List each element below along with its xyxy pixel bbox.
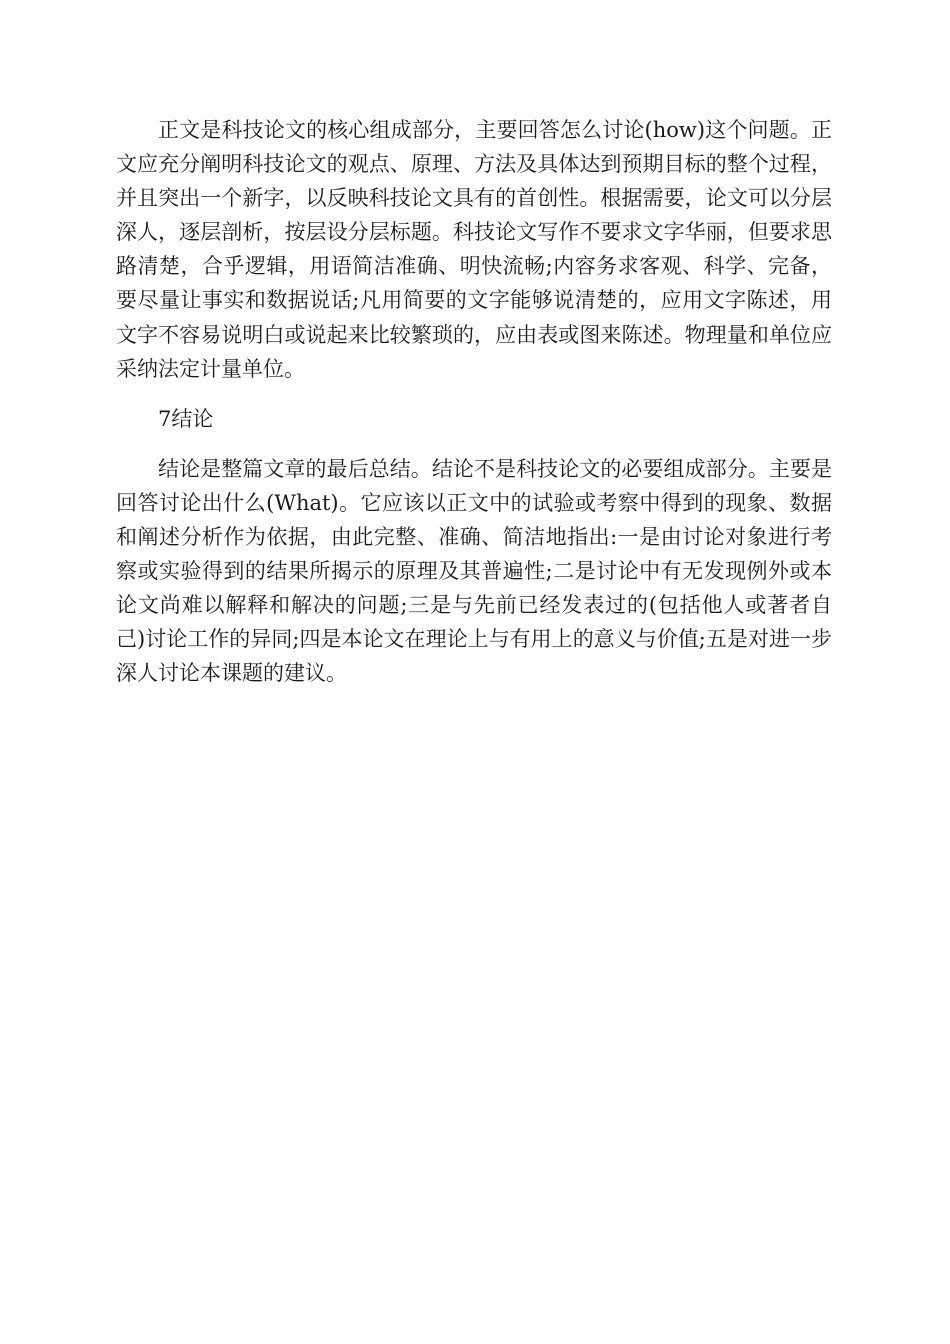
conclusion-paragraph: 结论是整篇文章的最后总结。结论不是科技论文的必要组成部分。主要是回答讨论出什么(What)。它应该以正文中的试验或考察中得到的现象、数据和阐述分析作为依据，由此完整、准确、简洁地指出:一是由讨论对象进行考察或实验得到的结果所揭示的原理及其普遍性;二是讨论中有无发现例外或本论文尚难以解释和解决的问题;三是与先前已经发表过的(包括他人或著者自己)讨论工作的异同;四是本论文在理论上与有用上的意义与价值;五是对进一步深人讨论本课题的建议。 — [116, 456, 832, 686]
document-body — [116, 113, 832, 691]
section-heading: 7结论 — [158, 406, 214, 431]
body-paragraph: 正文是科技论文的核心组成部分，主要回答怎么讨论(how)这个问题。正文应充分阐明科技论文的观点、原理、方法及具体达到预期目标的整个过程，并且突出一个新字，以反映科技论文具有的首创性。根据需要，论文可以分层深人，逐层剖析，按层设分层标题。科技论文写作不要求文字华丽，但要求思路清楚，合乎逻辑，用语简洁准确、明快流畅;内容务求客观、科学、完备，要尽量让事实和数据说话;凡用简要的文字能够说清楚的，应用文字陈述，用文字不容易说明白或说起来比较繁琐的，应由表或图来陈述。物理量和单位应采纳法定计量单位。 — [116, 118, 832, 381]
